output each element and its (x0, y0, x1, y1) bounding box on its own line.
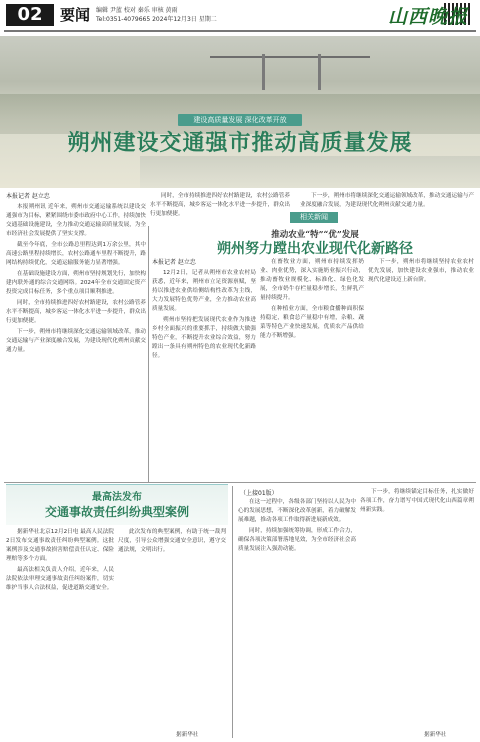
article3-paragraph: 据新华社北京12月2日电 最高人民法院2日发布交通事故责任纠纷典型案例。这批案例涉及交通事故损害赔偿责任认定、保险理赔等多个方面。 (6, 529, 114, 562)
article4-source: 据新华社 (424, 732, 447, 738)
article1-paragraph: 同时，全市持续推进四好农村路建设，农村公路管养水平不断提高，城乡客运一体化水平进一步提升，群众出行更加便捷。 (150, 193, 290, 217)
article1-byline: 本报记者 赵立忠 (6, 193, 50, 200)
article4-column-2 (360, 488, 474, 728)
article4-column-1 (238, 498, 356, 728)
article2-kicker: 推动农业“特”“优”发展 (271, 230, 359, 240)
article3-headline: 交通事故责任纠纷典型案例 (44, 505, 189, 519)
column-divider (232, 486, 233, 738)
page-number: 02 (6, 4, 54, 26)
article1-column-end (300, 192, 474, 212)
article3-paragraph: 最高法相关负责人介绍，近年来，人民法院依法审理交通事故责任纠纷案件，切实维护当事人合法权益，促进道路交通安全。 (6, 567, 114, 591)
related-news-tag: 相关新闻 (290, 212, 338, 223)
article2-column-1 (152, 258, 256, 480)
article2-column-2 (260, 258, 364, 480)
article1-paragraph: 同时，全市持续推进四好农村路建设，农村公路管养水平不断提高，城乡客运一体化水平进一步提升，群众出行更加便捷。 (6, 300, 146, 324)
article2-paragraph: 朔州市坚持把发展现代农业作为推进乡村全面振兴的重要抓手，持续做大做强特色产业，不断提升农业综合效益，努力蹚出一条具有朔州特色的农业现代化新路径。 (152, 317, 256, 359)
masthead-logo: 山西晚报 (387, 6, 468, 28)
article2-paragraph: 在种植业方面，全市粮食播种面积保持稳定，粮食总产量稳中有增，杂粮、蔬菜等特色产业快速发展，优质农产品供给能力不断增强。 (260, 306, 364, 339)
bridge-pylon (262, 54, 265, 90)
article1-column-continued (150, 192, 290, 226)
article1-paragraph: 在基础设施建设方面，朔州市坚持规划先行，加快构建内联外通的综合交通网络。2024年全市交通固定资产投资完成目标任务，多个重点项目顺利推进。 (6, 271, 146, 295)
editor-credits: 编辑 尹蓝 校对 秦乐 审核 黄雨 (96, 7, 178, 14)
article2-column-3 (368, 258, 474, 480)
article2-paragraph: 在畜牧业方面，朔州市持续发挥奶业、肉业优势，深入实施奶业振兴行动，推动畜牧业规模化、标准化、绿色化发展，全市奶牛存栏量稳步增长，生鲜乳产量持续提升。 (260, 259, 364, 301)
article4-continued-label: （上接01版） (240, 490, 278, 497)
article4-paragraph: 同时，持续加强统筹协调，形成工作合力，确保各项决策部署落地见效，为全市经济社会高质量发展注入强劲动能。 (238, 528, 356, 552)
article4-paragraph: 下一步，将继续锚定目标任务，扎实做好各项工作，奋力谱写中国式现代化山西篇章朔州新实践。 (360, 489, 474, 513)
article2-paragraph: 下一步，朔州市将继续坚持农业农村优先发展，加快建设农业强市，推动农业现代化建设迈上新台阶。 (368, 259, 474, 283)
article3-column-1 (6, 528, 114, 728)
article1-column (6, 192, 146, 482)
article1-paragraph: 截至今年底，全市公路总里程达到1万余公里，其中高速公路里程持续增长，农村公路通车里程不断提升，路网结构持续优化，交通运输服务能力显著增强。 (6, 242, 146, 266)
banner-road (140, 156, 480, 188)
bridge-deck (210, 56, 370, 58)
bridge-pylon (318, 54, 321, 90)
header-divider (4, 30, 476, 32)
banner-tag: 建设高质量发展 深化改革开放 (178, 114, 302, 126)
article3-column-2 (118, 528, 226, 728)
main-headline: 朔州建设交通强市推动高质量发展 (67, 130, 413, 156)
article4-paragraph: 在这一过程中，各级各部门坚持以人民为中心的发展思想，不断深化改革创新，着力破解发展难题，推动各项工作取得新进展新成效。 (238, 499, 356, 523)
article1-paragraph: 下一步，朔州市将继续深化交通运输领域改革，推动交通运输与产业深度融合发展，为建设现代化朔州贡献交通力量。 (300, 193, 474, 208)
article1-paragraph: 下一步，朔州市将继续深化交通运输领域改革，推动交通运输与产业深度融合发展，为建设现代化朔州贡献交通力量。 (6, 329, 146, 353)
article3-source: 据新华社 (176, 732, 199, 738)
article2-paragraph: 12月2日，记者从朔州市农业农村局获悉，近年来，朔州市立足资源禀赋，坚持以推进农业供给侧结构性改革为主线，大力发展特色优势产业，全力推动农业高质量发展。 (152, 270, 256, 312)
section-divider (4, 482, 476, 483)
date-line: Tel:0351-4079665 2024年12月3日 星期二 (96, 16, 217, 23)
article3-paragraph: 此次发布的典型案例，有助于统一裁判尺度，引导公众增强交通安全意识，遵守交通法规，文明出行。 (118, 529, 226, 553)
column-divider (148, 226, 149, 482)
article1-paragraph: 本报朔州讯 近年来，朔州市交通运输系统以建设交通强市为目标，紧紧围绕市委市政府中心工作，持续加快交通基础设施建设，全力推动交通运输高质量发展，为全市经济社会发展提供了坚实支撑。 (6, 204, 146, 237)
section-title: 要闻 (60, 6, 91, 24)
article2-byline: 本报记者 赵立忠 (152, 259, 196, 266)
article3-kicker: 最高法发布 (92, 492, 142, 503)
article2-headline: 朔州努力蹚出农业现代化新路径 (217, 241, 413, 257)
banner-photo (0, 36, 480, 188)
